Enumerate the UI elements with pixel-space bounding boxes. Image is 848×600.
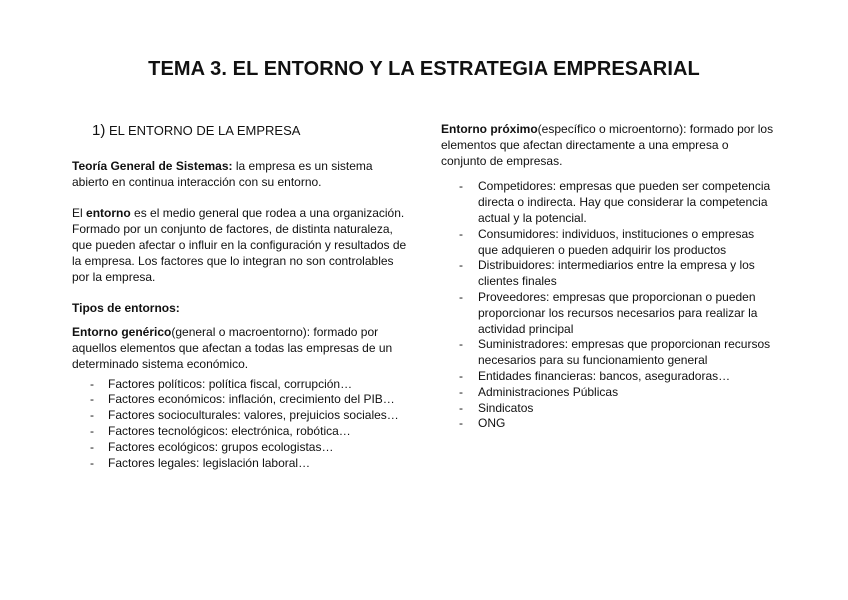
- list-item-text: Distribuidores: intermediarios entre la empresa y los clientes finales: [478, 258, 755, 289]
- section-title: EL ENTORNO DE LA EMPRESA: [108, 123, 301, 138]
- bullet-dash: -: [459, 289, 463, 304]
- list-item: [72, 408, 412, 424]
- list-item: [441, 385, 776, 401]
- list-item: [72, 377, 412, 393]
- list-item-text: Sindicatos: [478, 400, 534, 415]
- bullet-dash: -: [90, 376, 94, 391]
- left-column: [72, 123, 412, 471]
- section-number: 1): [92, 122, 106, 139]
- section-heading: [92, 123, 412, 139]
- tgs-paragraph: [72, 159, 412, 191]
- generico-text: (general o macroentorno): formado por aquellos elementos que afectan a todas las empresas de un determinado sistema económico.: [72, 325, 393, 371]
- bullet-dash: -: [90, 423, 94, 438]
- list-item: [72, 440, 412, 456]
- bullet-dash: -: [90, 439, 94, 454]
- bullet-dash: -: [459, 179, 463, 194]
- entorno-definition: [72, 206, 412, 285]
- list-item-text: ONG: [478, 416, 506, 431]
- list-item: [441, 337, 776, 369]
- bullet-dash: -: [459, 337, 463, 352]
- list-item-text: Administraciones Públicas: [478, 384, 619, 399]
- list-item-text: Factores ecológicos: grupos ecologistas…: [108, 439, 334, 454]
- right-column: [441, 122, 776, 432]
- list-item-text: Proveedores: empresas que proporcionan o pueden proporcionar los recursos necesarios para realizar la actividad principal: [478, 289, 758, 336]
- bullet-dash: -: [459, 384, 463, 399]
- bullet-dash: -: [459, 226, 463, 241]
- list-item: [441, 258, 776, 290]
- list-item-text: Suministradores: empresas que proporcionan recursos necesarios para su funcionamiento general: [478, 337, 771, 368]
- proximo-label: Entorno próximo: [441, 122, 538, 136]
- proximo-list: [441, 179, 776, 432]
- list-item: [72, 424, 412, 440]
- list-item-text: Factores políticos: política fiscal, corrupción…: [108, 376, 353, 391]
- list-item-text: Competidores: empresas que pueden ser competencia directa o indirecta. Hay que considerar la competencia actual y la potencial.: [478, 179, 771, 225]
- proximo-text: (específico o microentorno): formado por los elementos que afectan directamente a una empresa o conjunto de empresas.: [441, 122, 774, 168]
- page-title: TEMA 3. EL ENTORNO Y LA ESTRATEGIA EMPRESARIAL: [148, 58, 700, 80]
- generico-paragraph: [72, 325, 412, 372]
- tgs-text: la empresa es un sistema abierto en continua interacción con su entorno.: [72, 158, 373, 189]
- bullet-dash: -: [90, 408, 94, 423]
- bullet-dash: -: [459, 416, 463, 431]
- list-item-text: Factores tecnológicos: electrónica, robótica…: [108, 423, 351, 438]
- proximo-paragraph: [441, 122, 776, 169]
- list-item: [441, 401, 776, 417]
- list-item: [441, 290, 776, 337]
- bullet-dash: -: [90, 455, 94, 470]
- generico-list: [72, 377, 412, 472]
- tipos-heading: [72, 301, 412, 317]
- bullet-dash: -: [459, 368, 463, 383]
- bullet-dash: -: [459, 400, 463, 415]
- list-item: [441, 179, 776, 226]
- list-item-text: Entidades financieras: bancos, aseguradoras…: [478, 368, 731, 383]
- list-item-text: Factores económicos: inflación, crecimiento del PIB…: [108, 392, 395, 407]
- generico-label: Entorno genérico: [72, 325, 172, 340]
- entorno-prefix: El: [72, 206, 87, 221]
- entorno-text: es el medio general que rodea a una organización. Formado por un conjunto de factores, de distinta naturaleza, que pueden afectar o influir en la configuración y resultados de la empresa. Los factores que lo integran no son controlables por la empresa.: [72, 206, 407, 284]
- list-item-text: Factores socioculturales: valores, prejuicios sociales…: [108, 408, 399, 423]
- list-item: [441, 369, 776, 385]
- list-item-text: Factores legales: legislación laboral…: [108, 455, 311, 470]
- list-item-text: Consumidores: individuos, instituciones o empresas que adquieren o pueden adquirir los productos: [478, 226, 755, 257]
- list-item: [441, 416, 776, 432]
- tipos-heading-text: Tipos de entornos:: [72, 301, 180, 316]
- list-item: [72, 392, 412, 408]
- bullet-dash: -: [459, 258, 463, 273]
- list-item: [441, 227, 776, 259]
- bullet-dash: -: [90, 392, 94, 407]
- list-item: [72, 456, 412, 472]
- entorno-term: entorno: [86, 206, 131, 221]
- tgs-label: Teoría General de Sistemas:: [72, 158, 233, 173]
